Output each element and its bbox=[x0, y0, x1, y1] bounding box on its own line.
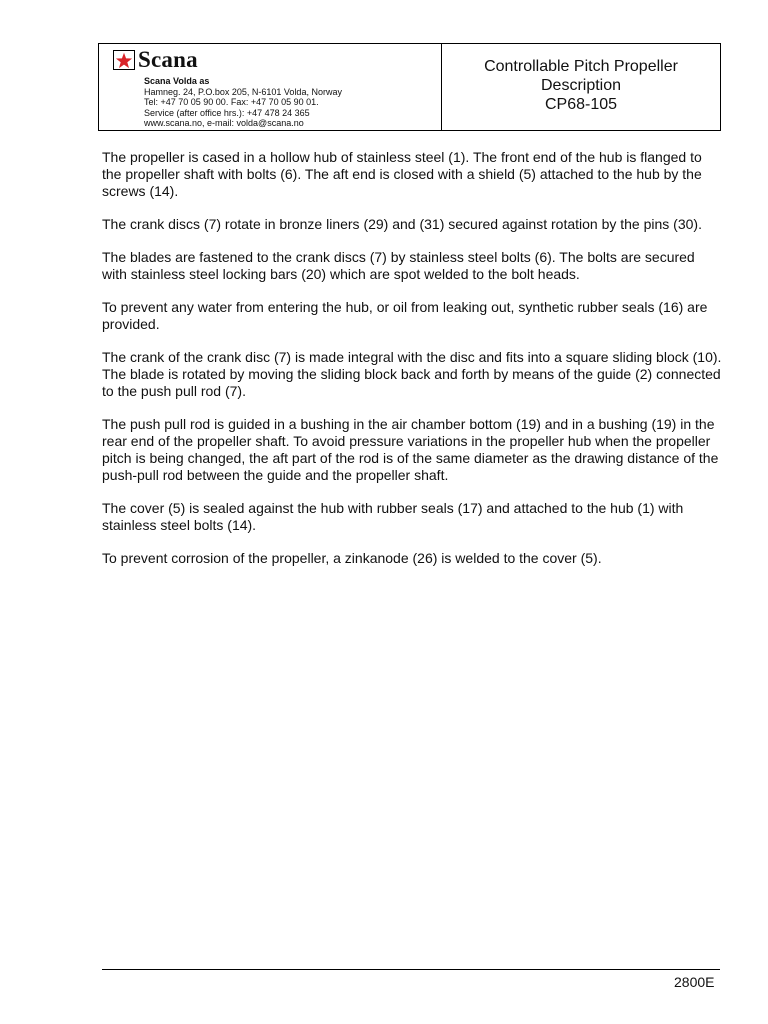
paragraph: The crank discs (7) rotate in bronze liners (29) and (31) secured against rotation by the pins (30). bbox=[102, 216, 702, 232]
footer-divider bbox=[102, 969, 720, 970]
paragraph: The cover (5) is sealed against the hub with rubber seals (17) and attached to the hub (1) with stainless steel bolts (14). bbox=[102, 500, 684, 533]
document-body bbox=[102, 149, 722, 583]
paragraph: To prevent any water from entering the hub, or oil from leaking out, synthetic rubber seals (16) are provided. bbox=[102, 299, 708, 332]
company-address: Hamneg. 24, P.O.box 205, N-6101 Volda, Norway bbox=[144, 86, 342, 97]
company-name: Scana Volda as bbox=[144, 76, 210, 86]
company-service-phone: Service (after office hrs.): +47 478 24 365 bbox=[144, 107, 310, 118]
company-web-email: www.scana.no, e-mail: volda@scana.no bbox=[144, 118, 304, 128]
star-icon bbox=[113, 50, 135, 70]
document-header bbox=[98, 43, 721, 131]
document-title-block bbox=[442, 44, 720, 130]
logo-wordmark: Scana bbox=[138, 47, 198, 72]
scana-logo bbox=[113, 49, 198, 71]
paragraph: The crank of the crank disc (7) is made integral with the disc and fits into a square sliding block (10). The blade is rotated by moving the sliding block back and forth by means of the guide (2) connected to the push pull rod (7). bbox=[102, 349, 722, 399]
paragraph: The propeller is cased in a hollow hub of stainless steel (1). The front end of the hub is flanged to the propeller shaft with bolts (6). The aft end is closed with a shield (5) attached to the hub by the screws (14). bbox=[102, 149, 702, 199]
page-code: 2800E bbox=[674, 974, 715, 990]
document-title: Controllable Pitch Propeller bbox=[484, 57, 678, 75]
paragraph: To prevent corrosion of the propeller, a zinkanode (26) is welded to the cover (5). bbox=[102, 550, 602, 566]
document-subtitle: Description bbox=[540, 76, 622, 94]
company-phone-fax: Tel: +47 70 05 90 00. Fax: +47 70 05 90 01. bbox=[144, 97, 319, 107]
document-code: CP68-105 bbox=[544, 95, 618, 113]
paragraph: The push pull rod is guided in a bushing in the air chamber bottom (19) and in a bushing (19) in the rear end of the propeller shaft. To avoid pressure variations in the propeller hub when the propeller pitch is being changed, the aft part of the rod is of the same diameter as the drawing distance of the push-pull rod between the guide and the propeller shaft. bbox=[102, 416, 719, 483]
company-info bbox=[144, 76, 342, 129]
paragraph: The blades are fastened to the crank discs (7) by stainless steel bolts (6). The bolts are secured with stainless steel locking bars (20) which are spot welded to the bolt heads. bbox=[102, 249, 695, 282]
company-block bbox=[99, 44, 442, 130]
